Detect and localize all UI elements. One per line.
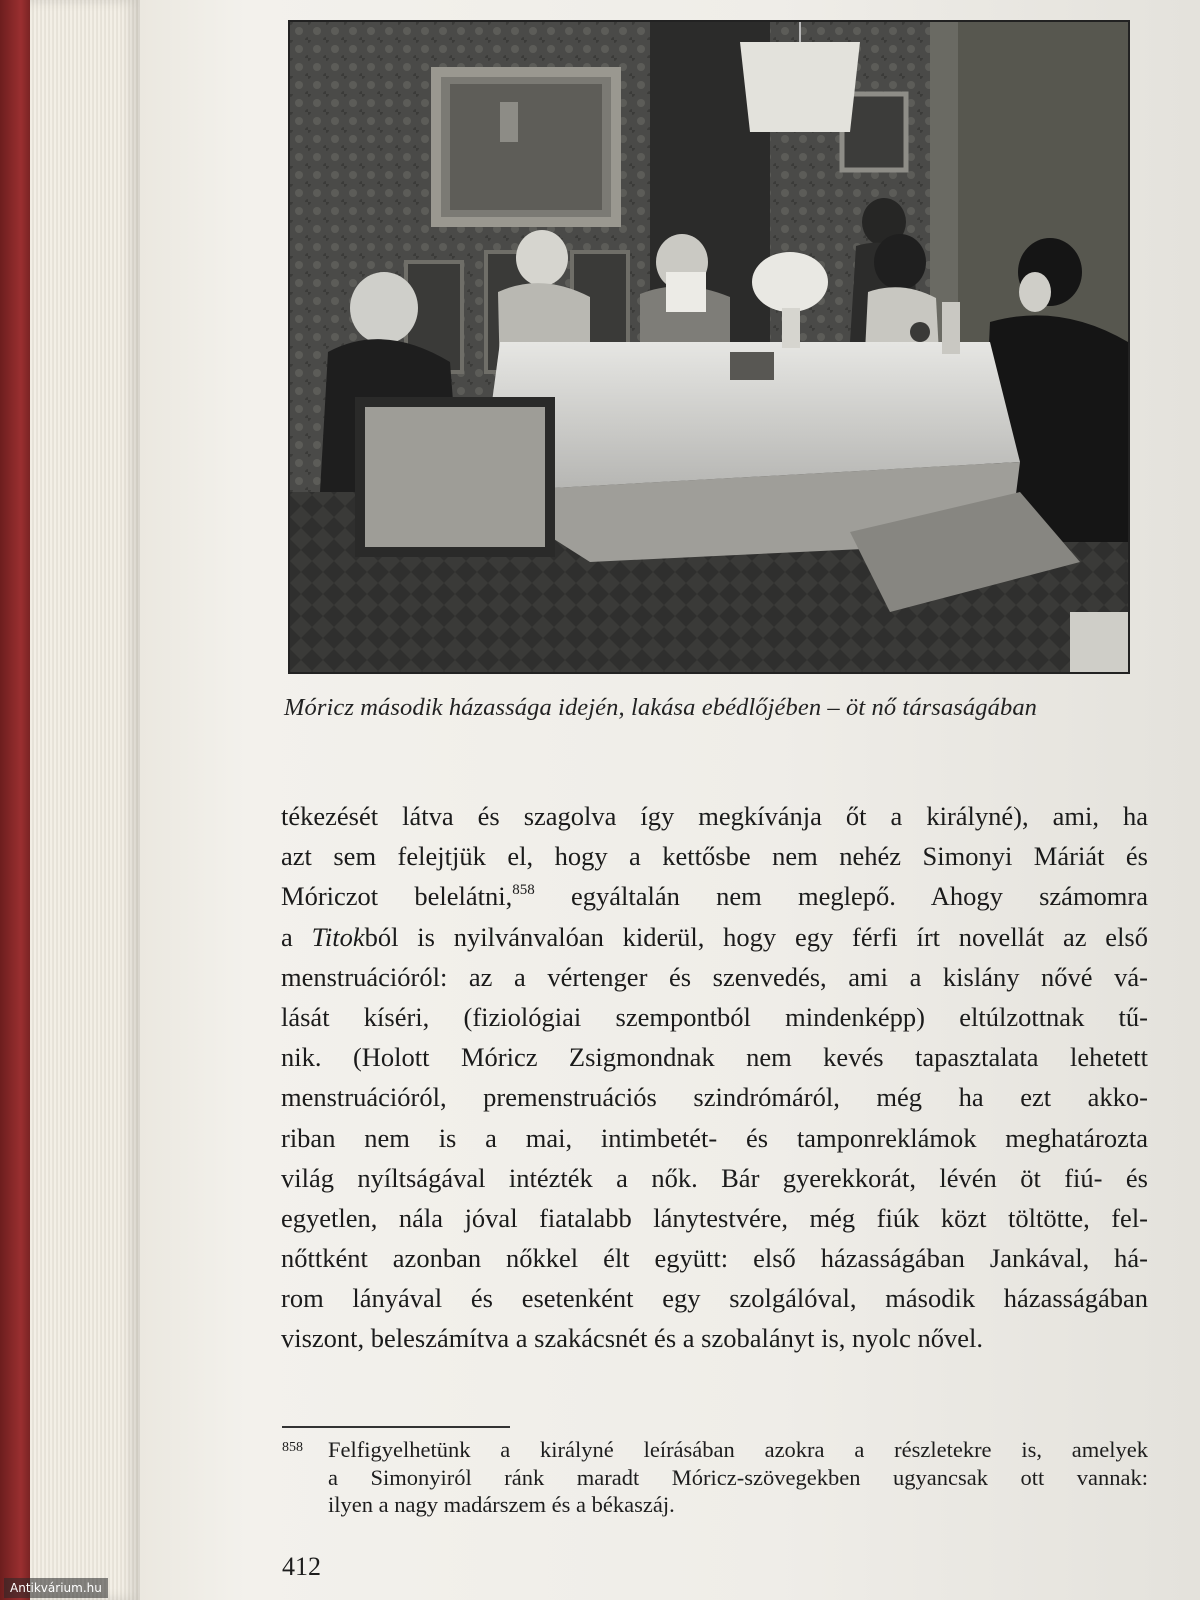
footnote-line: Felfigyelhetünk a királyné leírásában azokra a részletekre is, amelyek xyxy=(328,1437,1148,1462)
text-line: tékezését látva és szagolva így megkívánja őt a királyné), ami, ha xyxy=(281,801,1148,831)
text-line xyxy=(281,876,1148,916)
text-line: lását kíséri, (fiziológiai szempontból mindenképp) eltúlzottnak tű- xyxy=(281,1001,1148,1032)
book-cover-edge xyxy=(0,0,30,1600)
footnote-reference: 858 xyxy=(512,882,535,899)
flower-vase xyxy=(752,252,828,312)
watermark: Antikvárium.hu xyxy=(4,1578,108,1598)
photo-illustration xyxy=(290,22,1128,672)
footnote xyxy=(282,1436,1148,1519)
text-line: menstruációról, premenstruációs szindrómáról, még ha ezt akko- xyxy=(281,1082,1148,1113)
text-line: rom lányával és esetenként egy szolgálóval, második házasságában xyxy=(281,1283,1148,1314)
text-line xyxy=(281,917,1148,957)
text-line: nik. (Holott Móricz Zsigmondnak nem kevés tapasztalata lehetett xyxy=(281,1042,1148,1073)
text-segment: ból is nyilvánvalóan kiderül, hogy egy férfi írt novellát az első xyxy=(364,921,1148,952)
page-number: 412 xyxy=(282,1552,321,1581)
chandelier xyxy=(740,42,860,132)
footnote-line: ilyen a nagy madárszem és a békaszáj. xyxy=(328,1492,675,1517)
italic-title: Titok xyxy=(311,921,365,952)
text-segment: Móriczot belelátni, xyxy=(281,881,513,912)
footnote-line: a Simonyiról ránk maradt Móricz-szövegekben ugyancsak ott vannak: xyxy=(328,1464,1148,1490)
text-line: azt sem felejtjük el, hogy a kettősbe nem nehéz Simonyi Máriát és xyxy=(281,841,1148,872)
page-edges xyxy=(30,0,140,1600)
text-line: világ nyíltságával intézték a nők. Bár gyerekkorát, lévén öt fiú- és xyxy=(281,1162,1148,1193)
text-line: viszont, beleszámítva a szakácsnét és a szobalányt is, nyolc nővel. xyxy=(281,1323,984,1354)
text-segment: a xyxy=(281,921,312,952)
footnote-number: 858 xyxy=(282,1440,303,1455)
front-chair-left xyxy=(360,402,550,552)
body-text xyxy=(281,796,1148,1359)
book-page xyxy=(140,0,1200,1600)
footnote-divider xyxy=(282,1426,510,1428)
historical-photo xyxy=(288,20,1130,674)
text-segment: egyáltalán nem meglepő. Ahogy számomra xyxy=(571,881,1148,912)
text-line: egyetlen, nála jóval fiatalabb lánytestvére, még fiúk közt töltötte, fel- xyxy=(281,1202,1148,1233)
text-line: nőttként azonban nőkkel élt együtt: első házasságában Jankával, há- xyxy=(281,1243,1148,1274)
text-line: menstruációról: az a vértenger és szenvedés, ami a kislány nővé vá- xyxy=(281,961,1148,992)
text-line: riban nem is a mai, intimbetét- és tamponreklámok meghatározta xyxy=(281,1122,1148,1153)
photo-caption: Móricz második házassága idején, lakása ebédlőjében – öt nő társaságában xyxy=(284,694,1038,721)
